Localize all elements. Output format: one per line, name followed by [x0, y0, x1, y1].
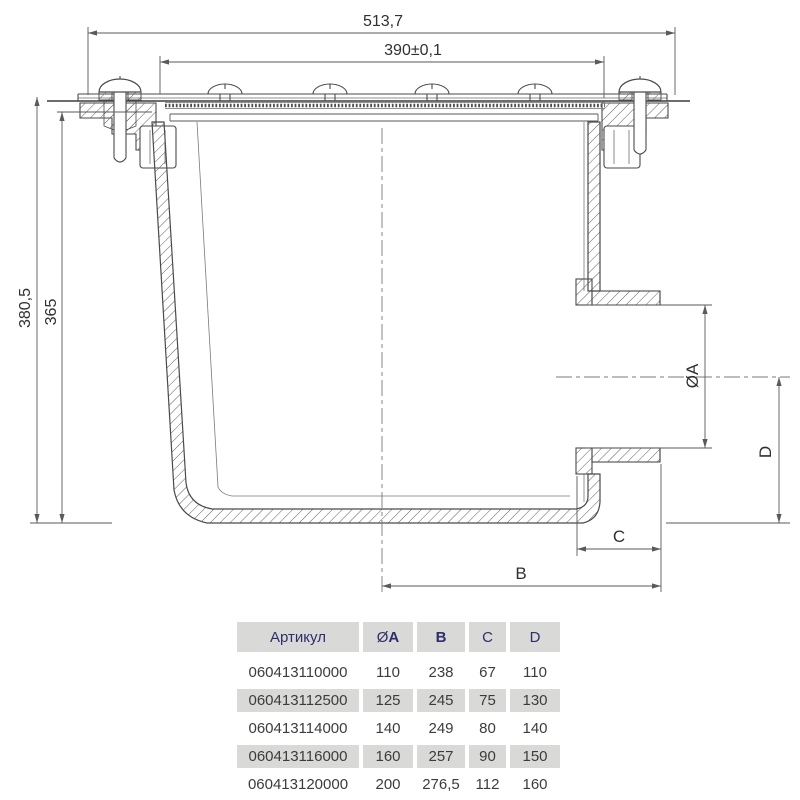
- dimensions: [30, 27, 790, 592]
- value-cell: 125: [363, 689, 413, 712]
- dim-total-height: 380,5: [17, 287, 34, 329]
- value-cell: 160: [363, 745, 413, 768]
- centerlines: [382, 128, 790, 594]
- value-cell: 276,5: [422, 776, 460, 793]
- value-cell: 80: [479, 720, 496, 737]
- flange-screws: [208, 84, 552, 101]
- left-corner-bolt: [99, 76, 141, 162]
- table-row: [237, 689, 567, 712]
- value-cell: 238: [428, 664, 454, 681]
- dim-b: B: [515, 564, 527, 583]
- screw-icon: [208, 84, 242, 101]
- table-row: [237, 773, 567, 796]
- value-cell: 112: [475, 776, 500, 793]
- column-header-artikul: [237, 622, 359, 652]
- table-row: [237, 745, 567, 768]
- column-header-label: D: [529, 628, 541, 646]
- spec-table: [237, 622, 567, 800]
- dim-inner-height: 365: [43, 298, 60, 326]
- value-cell: 257: [417, 745, 465, 768]
- value-cell: 130: [510, 689, 560, 712]
- dim-d: D: [756, 445, 775, 459]
- table-header-row: [237, 622, 567, 652]
- value-cell: 200: [375, 776, 401, 793]
- value-cell: 67: [479, 664, 496, 681]
- dim-bolt-spacing: 390±0,1: [384, 42, 442, 59]
- part-number-cell: 060413110000: [248, 664, 348, 681]
- column-header-d: [510, 622, 560, 652]
- value-cell: 140: [522, 720, 548, 737]
- column-header-a: [363, 622, 413, 652]
- value-cell: 75: [469, 689, 506, 712]
- dim-outlet-diameter: ØA: [683, 363, 702, 389]
- part-number-cell: 060413112500: [237, 689, 359, 712]
- dim-total-width: 513,7: [362, 13, 404, 30]
- column-header-b: [417, 622, 465, 652]
- screw-icon: [518, 84, 552, 101]
- screw-icon: [313, 84, 347, 101]
- table-row: [237, 717, 567, 740]
- value-cell: 140: [375, 720, 401, 737]
- column-header-c: [469, 622, 506, 652]
- diameter-symbol: Ø: [376, 628, 389, 646]
- value-cell: 249: [428, 720, 454, 737]
- table-row: [237, 661, 567, 684]
- part-number-cell: 060413116000: [237, 745, 359, 768]
- value-cell: 90: [469, 745, 506, 768]
- value-cell: 150: [510, 745, 560, 768]
- vessel-body: [152, 122, 600, 523]
- part-number-cell: 060413114000: [248, 720, 348, 737]
- screw-icon: [415, 84, 449, 101]
- part-number-cell: 060413120000: [247, 776, 349, 793]
- column-header-label: B: [435, 628, 447, 646]
- column-header-label: A: [388, 628, 400, 646]
- outlet-pipe: [576, 279, 660, 474]
- dim-c: C: [612, 527, 626, 546]
- value-cell: 245: [417, 689, 465, 712]
- value-cell: 110: [523, 664, 547, 681]
- column-header-label: Артикул: [270, 628, 326, 646]
- value-cell: 160: [522, 776, 548, 793]
- column-header-label: C: [482, 628, 493, 646]
- value-cell: 110: [376, 664, 400, 681]
